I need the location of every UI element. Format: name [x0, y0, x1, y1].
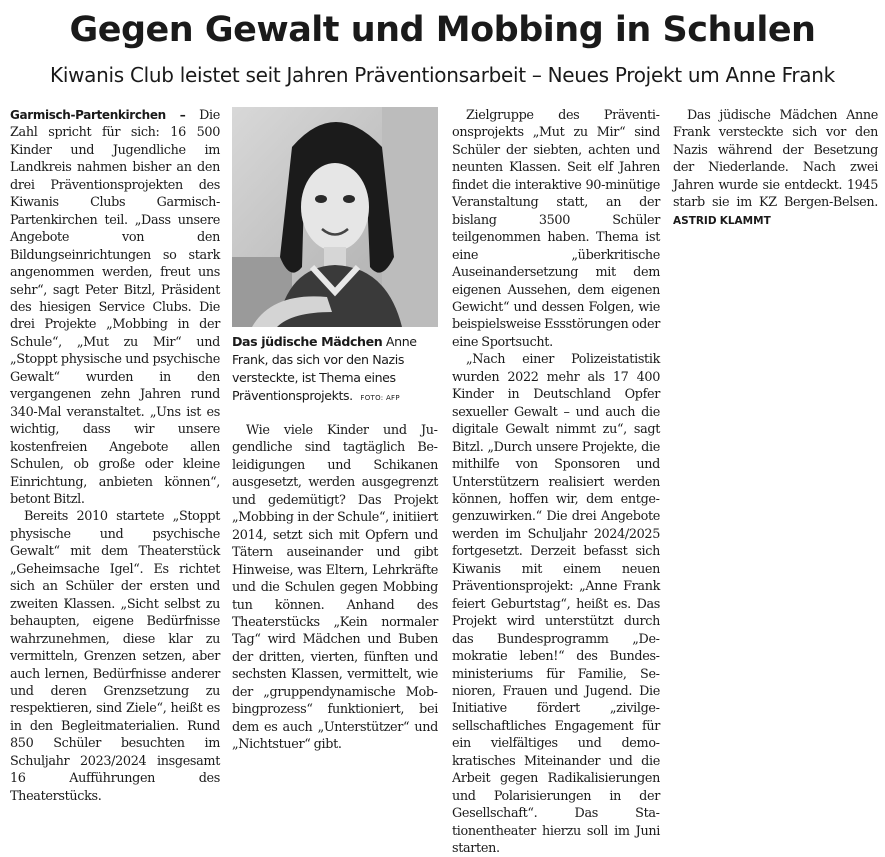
- paragraph-3: Wie viele Kinder und Jugendliche sind tagtäglich Beleidigungen und Schikanen ausgesetzt, werden ausgegrenzt und gedemütigt? Das Projekt „Mobbing in der Schule“, initiiert 2014, setzt sich mit Opfern und Tätern auseinander und gibt Hinweise, was Eltern, Lehrkräfte und die Schulen gegen Mobbing tun können. Anhand des Theaterstücks „Kein normaler Tag“ wird Mädchen und Buben der dritten, vierten, fünften und sechsten Klassen, vermittelt, wie der „gruppendynamische Mobbingprozess“ funktioniert, bei dem es auch „Unterstützer“ und „Nichtstuer“ gibt.: [232, 423, 438, 753]
- paragraph-1-text: Die Zahl spricht für sich: 16 500 Kinder und Jugendliche im Landkreis nahmen bisher an den drei Präventionsprojekten des Kiwanis Clubs Garmisch-Partenkirchen teil. „Dass unsere Angebote von den Bildungseinrichtungen so stark angenommen werden, freut uns sehr“, sagt Peter Bitzl, Präsident des hiesigen Service Clubs. Die drei Projekte „Mobbing in der Schule“, „Mut zu Mir“ und „Stoppt physische und psychische Gewalt“ wurden in den vergangenen zehn Jahren rund 340-Mal veranstaltet. „Uns ist es wichtig, dass wir unsere kostenfreien Angebote allen Schulen, ob große oder kleine Einrichtung, anbieten können“, betont Bitzl.: [10, 108, 220, 507]
- paragraph-1: [10, 107, 220, 508]
- subheadline: Kiwanis Club leistet seit Jahren Präventionsarbeit – Neues Projekt um Anne Frank: [50, 63, 835, 87]
- headline: Gegen Gewalt und Mobbing in Schulen: [69, 10, 816, 50]
- column-1: [10, 107, 220, 805]
- paragraph-6: [673, 107, 878, 230]
- anne-frank-photo: [232, 107, 438, 327]
- author-byline: ASTRID KLAMMT: [673, 214, 771, 227]
- photo-caption: [232, 333, 440, 407]
- caption-lead: Das jüdische Mädchen: [232, 334, 383, 349]
- paragraph-6-text: Das jüdische Mädchen Anne Frank versteckte sich vor den Nazis während der Besetzung der Niederlande. Nach zwei Jahren wurde sie entdeckt. 1945 starb sie im KZ Bergen-Belsen.: [673, 108, 878, 211]
- column-3: [452, 107, 660, 857]
- paragraph-4: Zielgruppe des Präventionsprojekts „Mut zu Mir“ sind Schüler der siebten, achten und neunten Klassen. Seit elf Jahren findet die interaktive 90-minütige Veranstaltung statt, an der bislang 3500 Schüler teilgenommen haben. Thema ist eine „überkritische Auseinandersetzung mit dem eigenen Aussehen, dem eigenen Gewicht“ und dessen Folgen, wie beispielsweise Essstörungen oder eine Sportsucht.: [452, 108, 660, 350]
- paragraph-2: Bereits 2010 startete „Stoppt physische und psychische Gewalt“ mit dem Theaterstück „Geheimsache Igel“. Es richtet sich an Schüler der ersten und zweiten Klassen. „Sicht selbst zu behaupten, eigene Bedürfnisse wahrzunehmen, diese klar zu vermitteln, Grenzen setzen, aber auch lernen, Bedürfnisse anderer und deren Grenzsetzung zu respektieren, sind Ziele“, heißt es in den Begleitmaterialien. Rund 850 Schüler besuchten im Schuljahr 2023/2024 insgesamt 16 Aufführungen des Theaterstücks.: [10, 509, 220, 804]
- paragraph-5: „Nach einer Polizeistatistik wurden 2022 mehr als 17 400 Kinder in Deutschland Opfer sexueller Gewalt – und auch die digitale Gewalt nimmt zu“, sagt Bitzl. „Durch unsere Projekte, die mithilfe von Sponsoren und Unterstützern realisiert werden können, hoffen wir, dem entgegenzuwirken.“ Die drei Angebote werden im Schuljahr 2024/2025 fortgesetzt. Derzeit befasst sich Kiwanis mit einem neuen Präventionsprojekt: „Anne Frank feiert Geburtstag“, heißt es. Das Projekt wird unterstützt durch das Bundesprogramm „Demokratie leben!“ des Bundesministeriums für Familie, Senioren, Frauen und Jugend. Die Initiative fördert „zivilgesellschaftliches Engagement für ein vielfältiges und demokratisches Miteinander und die Arbeit gegen Radikalisierungen und Polarisierungen in der Gesellschaft“. Das Stationentheater hierzu soll im Juni starten.: [452, 352, 660, 857]
- photo-credit: FOTO: AFP: [360, 394, 400, 402]
- column-4: [673, 107, 878, 230]
- column-2: [232, 422, 438, 754]
- dateline: Garmisch-Partenkirchen –: [10, 108, 186, 122]
- caption-text: Anne Frank, das sich vor den Nazis versteckte, ist Thema eines Präventionsprojekts.: [232, 334, 417, 403]
